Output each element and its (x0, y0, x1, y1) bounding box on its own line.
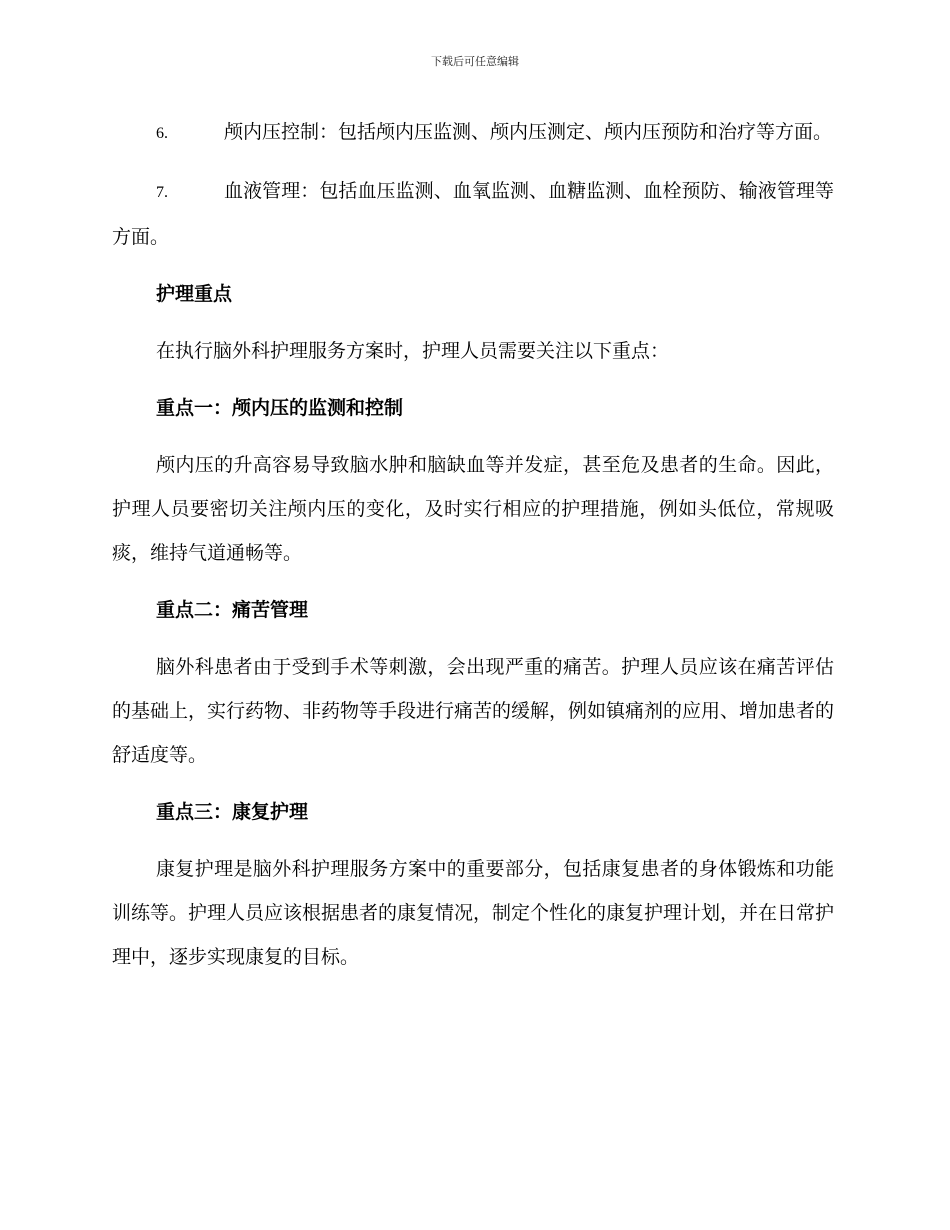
point-1-heading: 重点一：颅内压的监测和控制 (156, 397, 404, 419)
section-heading: 护理重点 (156, 283, 233, 305)
list-item-text: 颅内压控制：包括颅内压监测、颅内压测定、颅内压预防和治疗等方面。 (224, 121, 833, 143)
list-item-number: 7. (156, 184, 168, 201)
page-header: 下载后可任意编辑 (431, 55, 519, 68)
point-3-body: 康复护理是脑外科护理服务方案中的重要部分，包括康复患者的身体锻炼和功能训练等。护理人员应该根据患者的康复情况，制定个性化的康复护理计划，并在日常护理中，逐步实现康复的目标。 (112, 858, 835, 968)
point-2-body: 脑外科患者由于受到手术等刺激，会出现严重的痛苦。护理人员应该在痛苦评估的基础上，实行药物、非药物等手段进行痛苦的缓解，例如镇痛剂的应用、增加患者的舒适度等。 (112, 656, 835, 766)
point-1-body: 颅内压的升高容易导致脑水肿和脑缺血等并发症，甚至危及患者的生命。因此，护理人员要密切关注颅内压的变化，及时实行相应的护理措施，例如头低位，常规吸痰，维持气道通畅等。 (112, 454, 834, 564)
document-body (112, 110, 834, 992)
point-3-heading: 重点三：康复护理 (156, 801, 309, 823)
list-item-7 (112, 169, 834, 259)
list-item-6 (112, 110, 834, 156)
list-item-number: 6. (156, 125, 168, 142)
section-intro: 在执行脑外科护理服务方案时，护理人员需要关注以下重点： (156, 340, 670, 362)
list-item-text: 血液管理：包括血压监测、血氧监测、血糖监测、血栓预防、输液管理等方面。 (112, 180, 834, 248)
point-2-heading: 重点二：痛苦管理 (156, 599, 309, 621)
